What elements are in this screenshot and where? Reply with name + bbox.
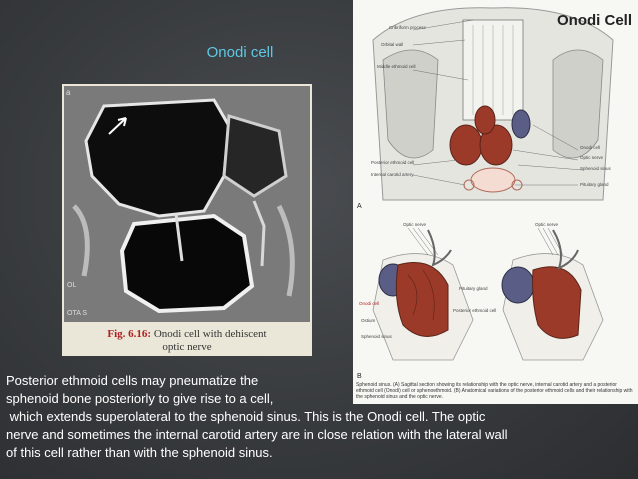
body-line-4: nerve and sometimes the internal carotid artery are in close relation with the lateral wall <box>6 427 508 442</box>
bl-label-3: Sphenoid sinus <box>361 334 392 339</box>
top-label-8: Pituitary gland <box>580 182 609 187</box>
diagram-caption: Sphenoid sinus. (A) Sagittal section showing its relationship with the optic nerve, internal carotid artery and a posterior ethmoid cell (Onodi) cell or sphenoethmoid. (B) Anatomical variations of the posterior ethmoid cells and their relationship with the sphenoid sinus and the optic nerve. <box>356 382 633 400</box>
diagram-label-b: B <box>357 373 362 380</box>
anatomy-diagram <box>353 0 638 404</box>
bl-label-4: Pituitary gland <box>459 286 488 291</box>
top-label-4: Posterior ethmoid cell <box>371 160 415 165</box>
diagram-title: Onodi Cell <box>557 12 632 29</box>
bl-label-5: Posterior ethmoid cell <box>453 308 497 313</box>
top-label-2: Middle ethmoid cell <box>377 64 416 69</box>
bl-label-2: Ostium <box>361 318 376 323</box>
body-line-5: of this cell rather than with the sphenoid sinus. <box>6 445 273 460</box>
top-label-0: Cribriform process <box>389 25 426 30</box>
top-label-7: Sphenoid sinus <box>580 166 611 171</box>
anatomy-diagram-panel <box>353 0 638 404</box>
slide-title: Onodi cell <box>206 44 274 61</box>
body-text <box>6 372 636 462</box>
bl-label-0: Optic nerve <box>403 222 427 227</box>
ct-label-a: a <box>66 88 71 97</box>
top-label-1: Orbital wall <box>381 42 404 47</box>
body-line-1: Posterior ethmoid cells may pneumatize the <box>6 373 259 388</box>
ct-caption-line2: optic nerve <box>162 341 212 353</box>
ct-caption-line1: Onodi cell with dehiscent <box>153 328 267 340</box>
ct-caption <box>62 328 312 354</box>
ct-caption-fig: Fig. 6.16: <box>107 328 152 340</box>
diagram-label-a: A <box>357 203 362 210</box>
br-label-0: Optic nerve <box>535 222 559 227</box>
top-label-3: Onodi cell <box>580 145 601 150</box>
body-line-3: which extends superolateral to the sphenoid sinus. This is the Onodi cell. The optic <box>6 409 486 424</box>
top-label-6: Internal carotid artery <box>371 172 414 177</box>
body-line-2: sphenoid bone posteriorly to give rise to a cell, <box>6 391 274 406</box>
ct-label-ol: OL <box>67 282 77 289</box>
ct-scan-panel <box>62 84 312 356</box>
ct-scan-image <box>64 86 310 322</box>
top-label-5: Optic nerve <box>580 155 604 160</box>
bl-label-1: Onodi cell <box>359 301 380 306</box>
ct-label-ea: OTA S <box>67 310 88 317</box>
